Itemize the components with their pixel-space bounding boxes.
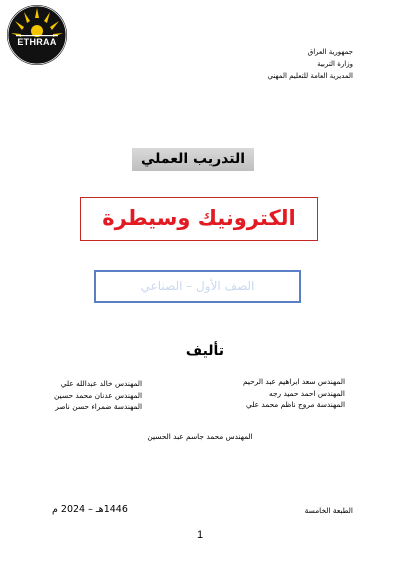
authors-left-column bbox=[54, 378, 142, 413]
country-line: جمهورية العراق bbox=[307, 48, 353, 56]
author-name: المهندسة ضمراء حسن ناصر bbox=[55, 402, 143, 411]
author-name: المهندس عدنان محمد حسين bbox=[54, 390, 143, 400]
author-name: المهندس سعد ابراهيم عبد الرحيم bbox=[242, 377, 345, 386]
ministry-header bbox=[268, 46, 353, 82]
authoring-label: تأليف bbox=[185, 343, 225, 359]
ethraa-logo bbox=[6, 4, 68, 66]
author-name: المهندسة مروج ناظم محمد علي bbox=[245, 400, 345, 409]
edition-label: الطبعة الخامسة bbox=[304, 506, 353, 515]
publication-year: 1446هـ – 2024 م bbox=[52, 504, 128, 515]
directorate-line: المديرية العامة للتعليم المهني bbox=[267, 72, 353, 80]
logo-text: ETHRAA bbox=[17, 37, 57, 47]
page-number: 1 bbox=[196, 529, 204, 541]
author-name: المهندس خالد عبدالله علي bbox=[60, 379, 143, 388]
author-name-center: المهندس محمد جاسم عبد الحسين bbox=[147, 432, 253, 441]
book-title: الكترونيك وسيطرة bbox=[80, 197, 318, 241]
ministry-line: وزارة التربية bbox=[317, 60, 353, 68]
practical-training-banner: التدريب العملي bbox=[132, 148, 254, 171]
authors-right-column bbox=[243, 376, 345, 411]
author-name: المهندس احمد حميد رجه bbox=[269, 388, 345, 398]
grade-stage-box: الصف الأول – الصناعي bbox=[94, 270, 301, 303]
